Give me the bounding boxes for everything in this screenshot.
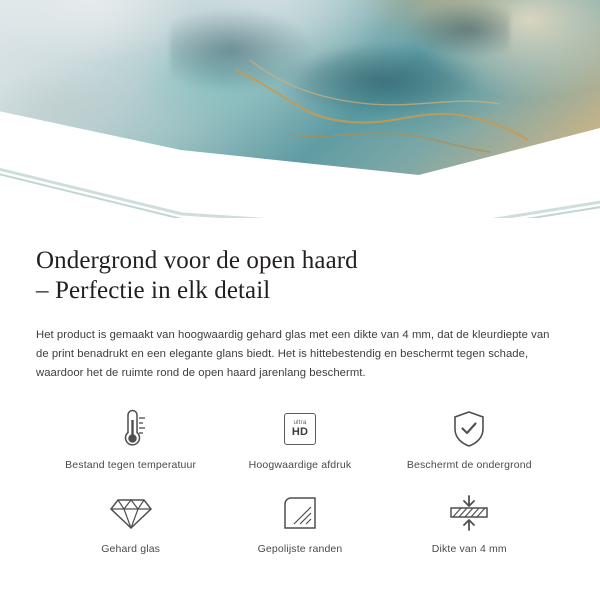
ultra-hd-badge-top: ultra	[293, 418, 307, 426]
thermometer-icon	[114, 409, 148, 449]
ultra-hd-icon	[284, 409, 316, 449]
headline-line-1: Ondergrond voor de open haard	[36, 247, 358, 274]
page-title	[36, 246, 564, 306]
content-area	[0, 218, 600, 555]
feature-item-polished-edges	[215, 493, 384, 555]
feature-grid	[36, 409, 564, 555]
feature-label: Dikte van 4 mm	[431, 543, 507, 555]
headline-line-2: – Perfectie in elk detail	[36, 277, 271, 304]
feature-item-surface-protection	[385, 409, 554, 471]
thickness-icon	[447, 493, 491, 533]
feature-item-tempered-glass	[46, 493, 215, 555]
feature-item-thickness	[385, 493, 554, 555]
ultra-hd-badge-bottom: HD	[291, 426, 309, 439]
hero-image	[0, 0, 600, 218]
feature-label: Gehard glas	[101, 543, 161, 555]
sparkle-icon	[498, 160, 538, 200]
feature-label: Hoogwaardige afdruk	[248, 459, 352, 471]
product-description: Het product is gemaakt van hoogwaardig gehard glas met een dikte van 4 mm, dat de kleurdiepte van de print benadrukt en een elegante glans biedt. Het is hittebestendig en beschermt tegen schade, waardoor het de ruimte rond de open haard jarenlang beschermt.	[36, 329, 550, 379]
polished-edges-icon	[283, 493, 317, 533]
feature-item-print-quality	[215, 409, 384, 471]
shield-check-icon	[451, 409, 487, 449]
marble-glass-panel-image	[0, 0, 600, 210]
feature-label: Beschermt de ondergrond	[406, 459, 532, 471]
feature-item-temperature	[46, 409, 215, 471]
sparkle-small-icon	[528, 186, 550, 208]
feature-label: Gepolijste randen	[257, 543, 343, 555]
feature-label: Bestand tegen temperatuur	[65, 459, 197, 471]
diamond-icon	[110, 493, 152, 533]
